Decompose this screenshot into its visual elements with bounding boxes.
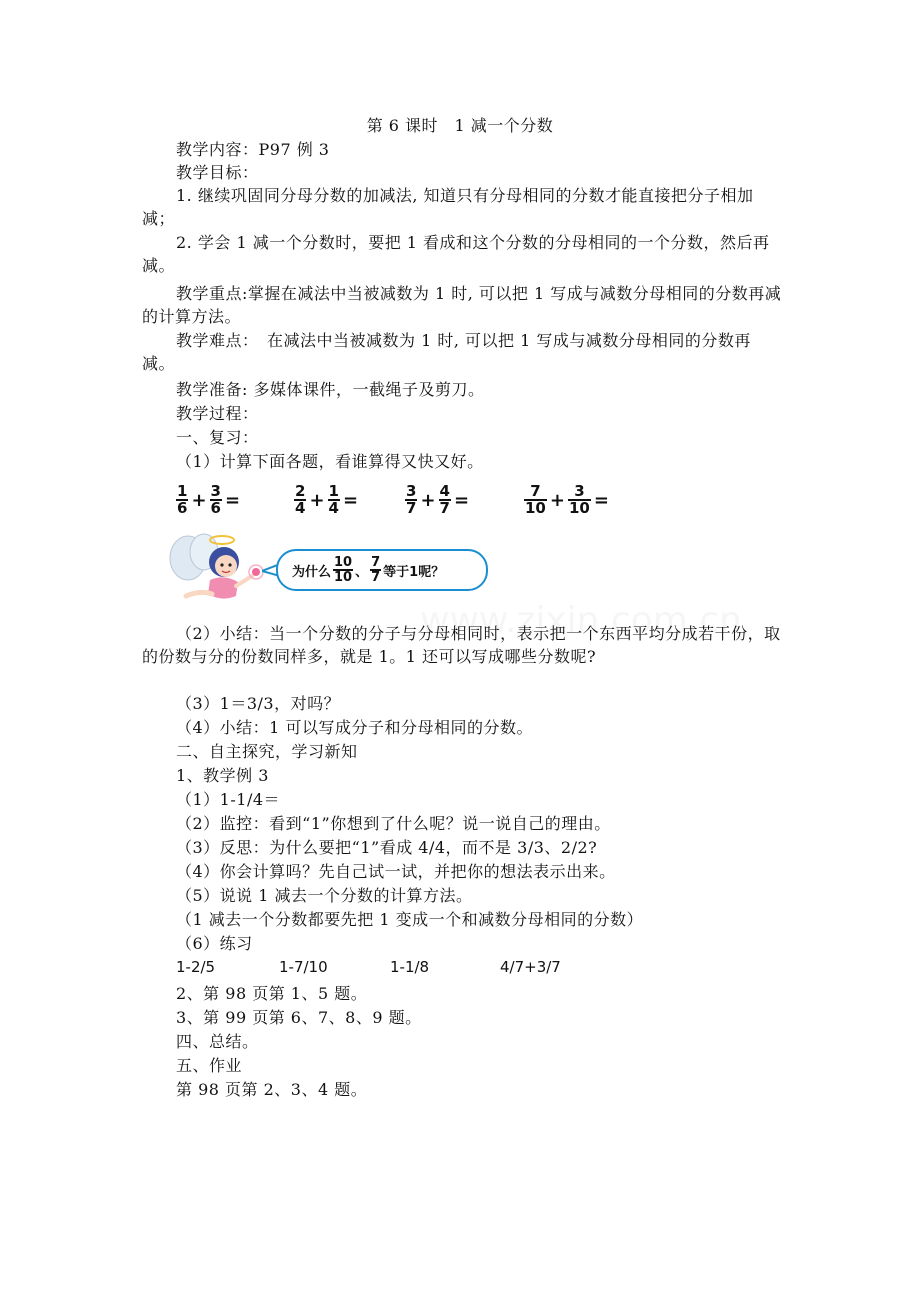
exercise-3: $\frac{3}{7}$ + $\frac{4}{7}$ = (406, 482, 470, 517)
teaching-content: 教学内容：P97 例 3 (176, 140, 330, 159)
review-heading: 一、复习： (176, 428, 259, 447)
step-3: （3）反思：为什么要把“1”看成 4/4，而不是 3/3、2/2? (176, 838, 598, 857)
speech-bubble (276, 549, 488, 591)
fraction: $\frac{10}{10}$ (334, 555, 353, 585)
fraction: $\frac{3}{7}$ (406, 482, 417, 517)
practice-item: 1-1/8 (390, 958, 430, 976)
step-1: （1）1-1/4＝ (176, 790, 281, 809)
fairy-illustration-icon (166, 530, 266, 608)
step-5-note: （1 减去一个分数都要先把 1 变成一个和减数分母相同的分数） (176, 910, 644, 929)
fraction: $\frac{2}{4}$ (295, 482, 306, 517)
explore-heading: 二、自主探究，学习新知 (176, 742, 358, 761)
step-6: （6）练习 (176, 934, 253, 953)
practice-item: 4/7+3/7 (500, 958, 561, 976)
fraction: $\frac{1}{6}$ (177, 482, 188, 517)
practice-item: 1-7/10 (279, 958, 328, 976)
bubble-suffix: 等于1呢？ (383, 564, 445, 580)
step-5: （5）说说 1 减去一个分数的计算方法。 (176, 886, 473, 905)
step-4: （4）你会计算吗？先自己试一试，并把你的想法表示出来。 (176, 862, 616, 881)
example-3: 1、教学例 3 (176, 766, 269, 785)
homework-detail: 第 98 页第 2、3、4 题。 (176, 1080, 368, 1099)
review-item-2: （2）小结：当一个分数的分子与分母相同时，表示把一个东西平均分成若干份，取的份数与分的份数同样多，就是 1。1 还可以写成哪些分数呢? (142, 624, 781, 666)
goal-heading: 教学目标： (176, 163, 259, 182)
step-2: （2）监控：看到“1”你想到了什么呢？说一说自己的理由。 (176, 814, 611, 833)
bubble-prefix: 为什么 (292, 564, 332, 580)
teaching-prep: 教学准备: 多媒体课件，一截绳子及剪刀。 (176, 380, 485, 399)
fraction: $\frac{7}{10}$ (525, 482, 546, 517)
practice-3: 3、第 99 页第 6、7、8、9 题。 (176, 1008, 422, 1027)
review-item-1: （1）计算下面各题，看谁算得又快又好。 (176, 452, 484, 471)
teaching-difficulty: 教学难点： 在减法中当被减数为 1 时, 可以把 1 写成与减数分母相同的分数再减。 (142, 331, 751, 373)
teaching-key: 教学重点:掌握在减法中当被减数为 1 时, 可以把 1 写成与减数分母相同的分数再减的计算方法。 (142, 284, 782, 326)
exercise-2: $\frac{2}{4}$ + $\frac{1}{4}$ = (295, 482, 359, 517)
teaching-process: 教学过程： (176, 404, 259, 423)
review-item-4: （4）小结：1 可以写成分子和分母相同的分数。 (176, 718, 533, 737)
practice-item: 1-2/5 (176, 958, 216, 976)
fraction: $\frac{4}{7}$ (439, 482, 450, 517)
summary-heading: 四、总结。 (176, 1032, 259, 1051)
fraction: $\frac{3}{6}$ (210, 482, 221, 517)
exercise-1: $\frac{1}{6}$ + $\frac{3}{6}$ = (177, 482, 241, 517)
homework-heading: 五、作业 (176, 1056, 243, 1075)
fraction: $\frac{7}{7}$ (371, 555, 381, 585)
practice-2: 2、第 98 页第 1、5 题。 (176, 984, 368, 1003)
fraction: $\frac{3}{10}$ (568, 482, 590, 517)
goal-2: 2. 学会 1 减一个分数时，要把 1 看成和这个分数的分母相同的一个分数，然后再减。 (142, 233, 770, 275)
review-item-3: （3）1＝3/3，对吗？ (176, 694, 341, 713)
exercise-4: $\frac{7}{10}$ + $\frac{3}{10}$ = (525, 482, 609, 517)
bubble-separator: 、 (355, 564, 369, 580)
fraction: $\frac{1}{4}$ (328, 482, 339, 517)
lesson-title: 第 6 课时 1 减一个分数 (366, 116, 554, 135)
goal-1: 1. 继续巩固同分母分数的加减法, 知道只有分母相同的分数才能直接把分子相加减； (142, 186, 754, 228)
